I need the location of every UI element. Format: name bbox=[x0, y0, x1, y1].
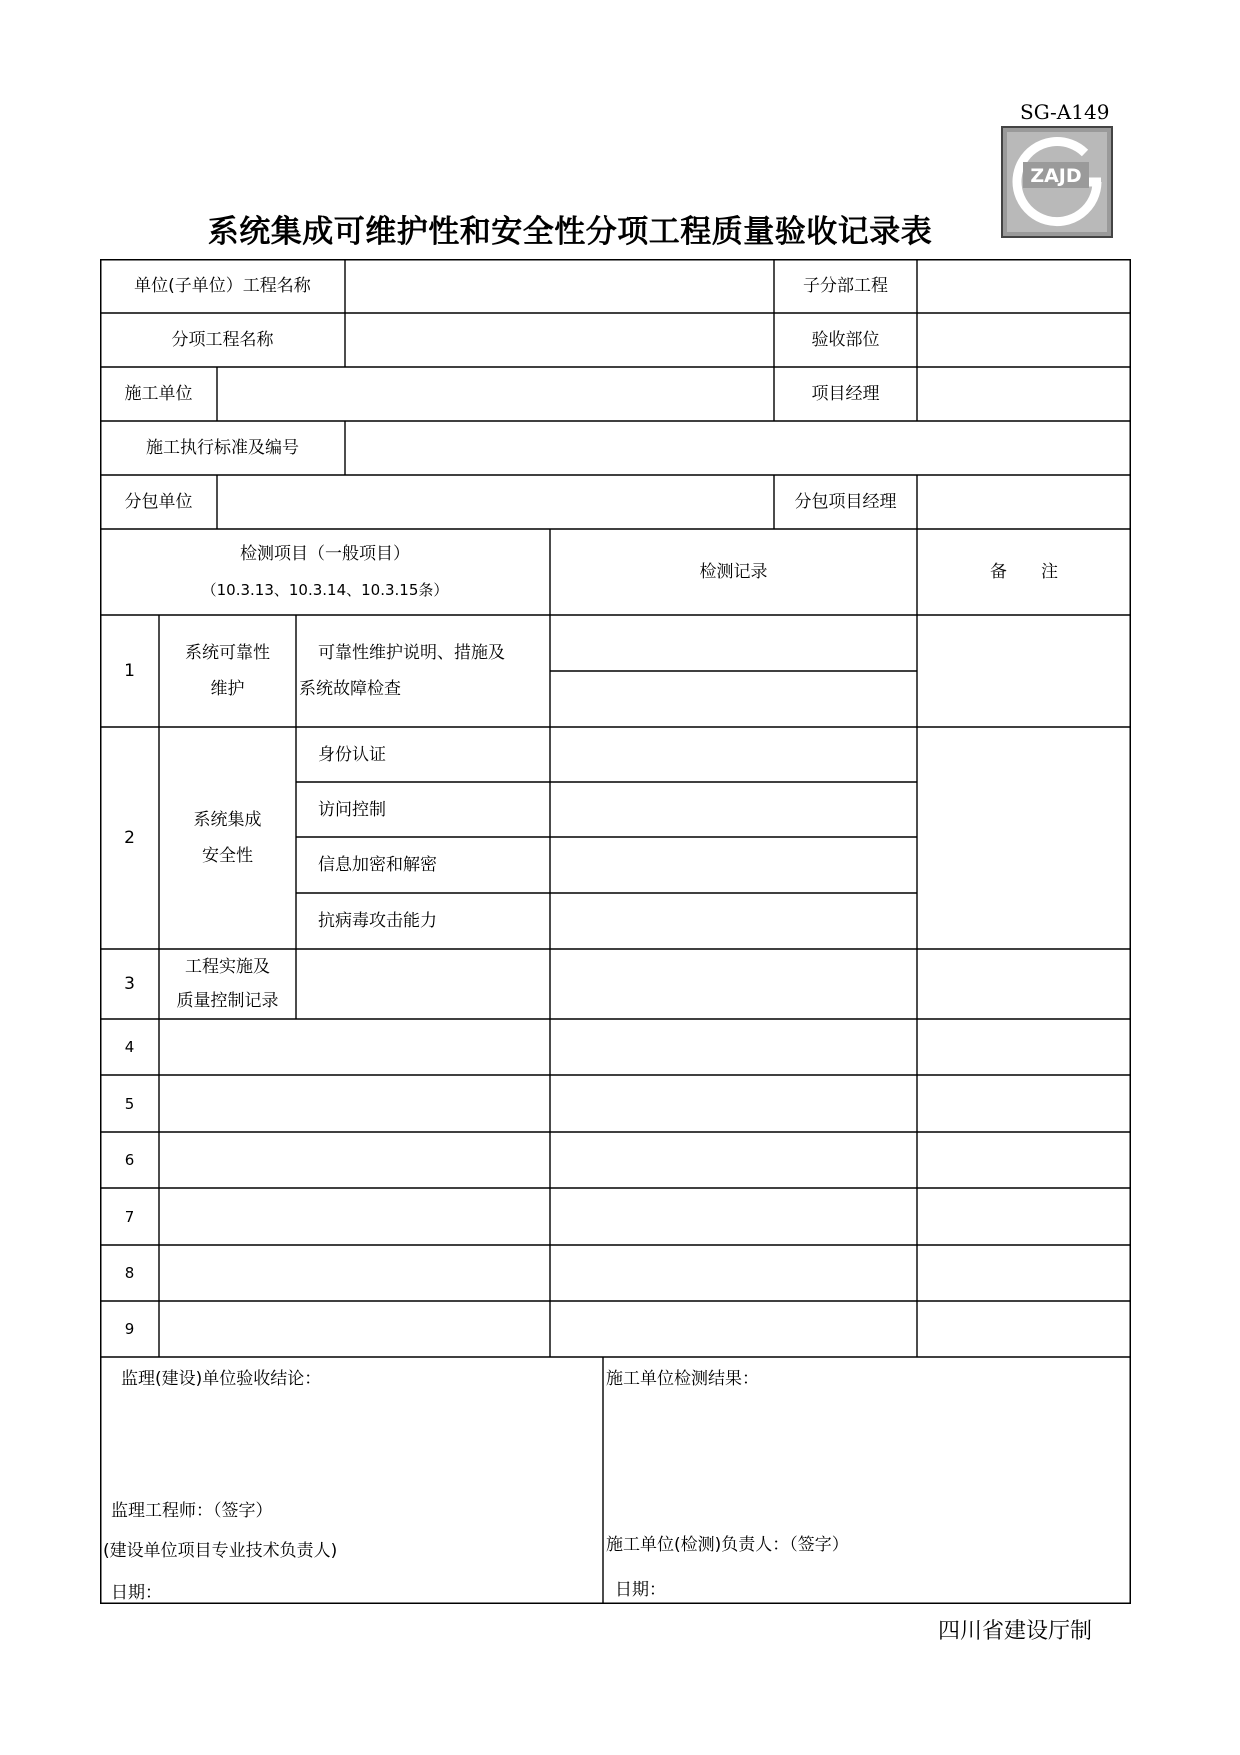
subcontract-unit-label: 分包单位 bbox=[124, 492, 193, 512]
construction-date-label: 日期： bbox=[615, 1580, 666, 1600]
construction-result-label: 施工单位检测结果： bbox=[606, 1369, 759, 1389]
standard-field[interactable] bbox=[345, 421, 1131, 475]
row-1-item-line-2: 系统故障检查 bbox=[299, 679, 401, 699]
row-9-remarks[interactable] bbox=[917, 1301, 1131, 1357]
row-5-item[interactable] bbox=[159, 1075, 550, 1132]
items-column-clauses: （10.3.13、10.3.14、10.3.15条） bbox=[201, 581, 449, 599]
subcontract-manager-field[interactable] bbox=[917, 475, 1131, 529]
row-2-record-antivirus[interactable] bbox=[550, 893, 917, 949]
unit-project-name-label: 单位(子单位）工程名称 bbox=[134, 276, 311, 296]
row-2-category bbox=[159, 727, 296, 949]
row-6-record[interactable] bbox=[550, 1132, 917, 1188]
record-column-header: 检测记录 bbox=[699, 562, 768, 582]
row-1-item-line-1: 可靠性维护说明、措施及 bbox=[318, 643, 505, 663]
row-2-number: 2 bbox=[124, 828, 135, 848]
standard-label: 施工执行标准及编号 bbox=[146, 438, 299, 458]
svg-text:ZAJD: ZAJD bbox=[1030, 165, 1082, 187]
row-6-remarks[interactable] bbox=[917, 1132, 1131, 1188]
construction-unit-field[interactable] bbox=[217, 367, 774, 421]
remarks-column-header: 备 注 bbox=[990, 562, 1058, 582]
row-1-category-line-2: 维护 bbox=[210, 679, 245, 699]
row-7-number: 7 bbox=[124, 1207, 135, 1226]
row-3-number: 3 bbox=[124, 974, 135, 994]
row-4-remarks[interactable] bbox=[917, 1019, 1131, 1075]
row-1-number: 1 bbox=[124, 661, 135, 681]
row-2-item-identity-auth: 身份认证 bbox=[318, 744, 386, 765]
row-8-number: 8 bbox=[124, 1264, 135, 1282]
row-1-item bbox=[296, 615, 550, 727]
supervisor-date-label: 日期： bbox=[111, 1583, 162, 1603]
row-2-item-antivirus: 抗病毒攻击能力 bbox=[318, 911, 437, 931]
items-column-title: 检测项目（一般项目） bbox=[240, 544, 410, 564]
row-9-record[interactable] bbox=[550, 1301, 917, 1357]
form-title: 系统集成可维护性和安全性分项工程质量验收记录表 bbox=[207, 214, 933, 250]
row-9-number: 9 bbox=[124, 1320, 135, 1338]
sub-item-name-label: 分项工程名称 bbox=[171, 330, 274, 350]
row-3-record[interactable] bbox=[550, 949, 917, 1019]
row-3-remarks[interactable] bbox=[917, 949, 1131, 1019]
row-1-remarks[interactable] bbox=[917, 615, 1131, 727]
sub-division-field[interactable] bbox=[917, 259, 1131, 313]
supervisor-conclusion-area[interactable] bbox=[100, 1394, 603, 1489]
row-2-remarks[interactable] bbox=[917, 727, 1131, 949]
construction-result-area[interactable] bbox=[603, 1394, 1131, 1514]
row-3-category-line-2: 质量控制记录 bbox=[176, 991, 279, 1011]
sub-item-name-field[interactable] bbox=[345, 313, 774, 367]
row-8-item[interactable] bbox=[159, 1245, 550, 1301]
row-8-record[interactable] bbox=[550, 1245, 917, 1301]
acceptance-record-table bbox=[100, 259, 1131, 1604]
row-4-record[interactable] bbox=[550, 1019, 917, 1075]
acceptance-part-label: 验收部位 bbox=[811, 330, 880, 350]
row-9-item[interactable] bbox=[159, 1301, 550, 1357]
row-5-record[interactable] bbox=[550, 1075, 917, 1132]
row-2-item-encryption: 信息加密和解密 bbox=[318, 855, 437, 875]
row-7-remarks[interactable] bbox=[917, 1188, 1131, 1245]
row-1-record-a[interactable] bbox=[550, 615, 917, 671]
row-5-number: 5 bbox=[124, 1094, 135, 1113]
row-2-category-line-1: 系统集成 bbox=[193, 810, 262, 830]
items-column-header bbox=[100, 529, 550, 615]
row-4-number: 4 bbox=[124, 1038, 135, 1056]
row-3-category bbox=[159, 949, 296, 1019]
row-1-category-line-1: 系统可靠性 bbox=[185, 643, 270, 663]
row-5-remarks[interactable] bbox=[917, 1075, 1131, 1132]
row-7-record[interactable] bbox=[550, 1188, 917, 1245]
row-1-category bbox=[159, 615, 296, 727]
project-manager-label: 项目经理 bbox=[811, 384, 880, 404]
row-2-record-access-control[interactable] bbox=[550, 782, 917, 837]
construction-lead-signature-label: 施工单位(检测)负责人：（签字） bbox=[606, 1535, 849, 1555]
row-2-record-identity-auth[interactable] bbox=[550, 727, 917, 782]
row-8-remarks[interactable] bbox=[917, 1245, 1131, 1301]
row-4-item[interactable] bbox=[159, 1019, 550, 1075]
supervisor-engineer-signature-label: 监理工程师：（签字） bbox=[111, 1501, 273, 1521]
row-6-item[interactable] bbox=[159, 1132, 550, 1188]
row-3-category-line-1: 工程实施及 bbox=[185, 957, 270, 977]
acceptance-part-field[interactable] bbox=[917, 313, 1131, 367]
row-6-number: 6 bbox=[124, 1151, 135, 1169]
row-2-record-encryption[interactable] bbox=[550, 837, 917, 893]
issuer-footer: 四川省建设厅制 bbox=[938, 1619, 1093, 1644]
unit-project-name-field[interactable] bbox=[345, 259, 774, 313]
row-7-item[interactable] bbox=[159, 1188, 550, 1245]
project-manager-field[interactable] bbox=[917, 367, 1131, 421]
supervisor-conclusion-label: 监理(建设)单位验收结论： bbox=[121, 1369, 322, 1389]
row-1-record-b[interactable] bbox=[550, 671, 917, 727]
row-2-category-line-2: 安全性 bbox=[202, 846, 253, 866]
sub-division-label: 子分部工程 bbox=[803, 276, 888, 296]
row-3-item[interactable] bbox=[296, 949, 550, 1019]
row-2-item-access-control: 访问控制 bbox=[318, 799, 386, 820]
subcontract-unit-field[interactable] bbox=[217, 475, 774, 529]
form-code: SG-A149 bbox=[1020, 100, 1110, 124]
construction-unit-label: 施工单位 bbox=[124, 384, 193, 404]
owner-tech-lead-label: (建设单位项目专业技术负责人) bbox=[103, 1541, 338, 1561]
subcontract-manager-label: 分包项目经理 bbox=[794, 492, 897, 512]
